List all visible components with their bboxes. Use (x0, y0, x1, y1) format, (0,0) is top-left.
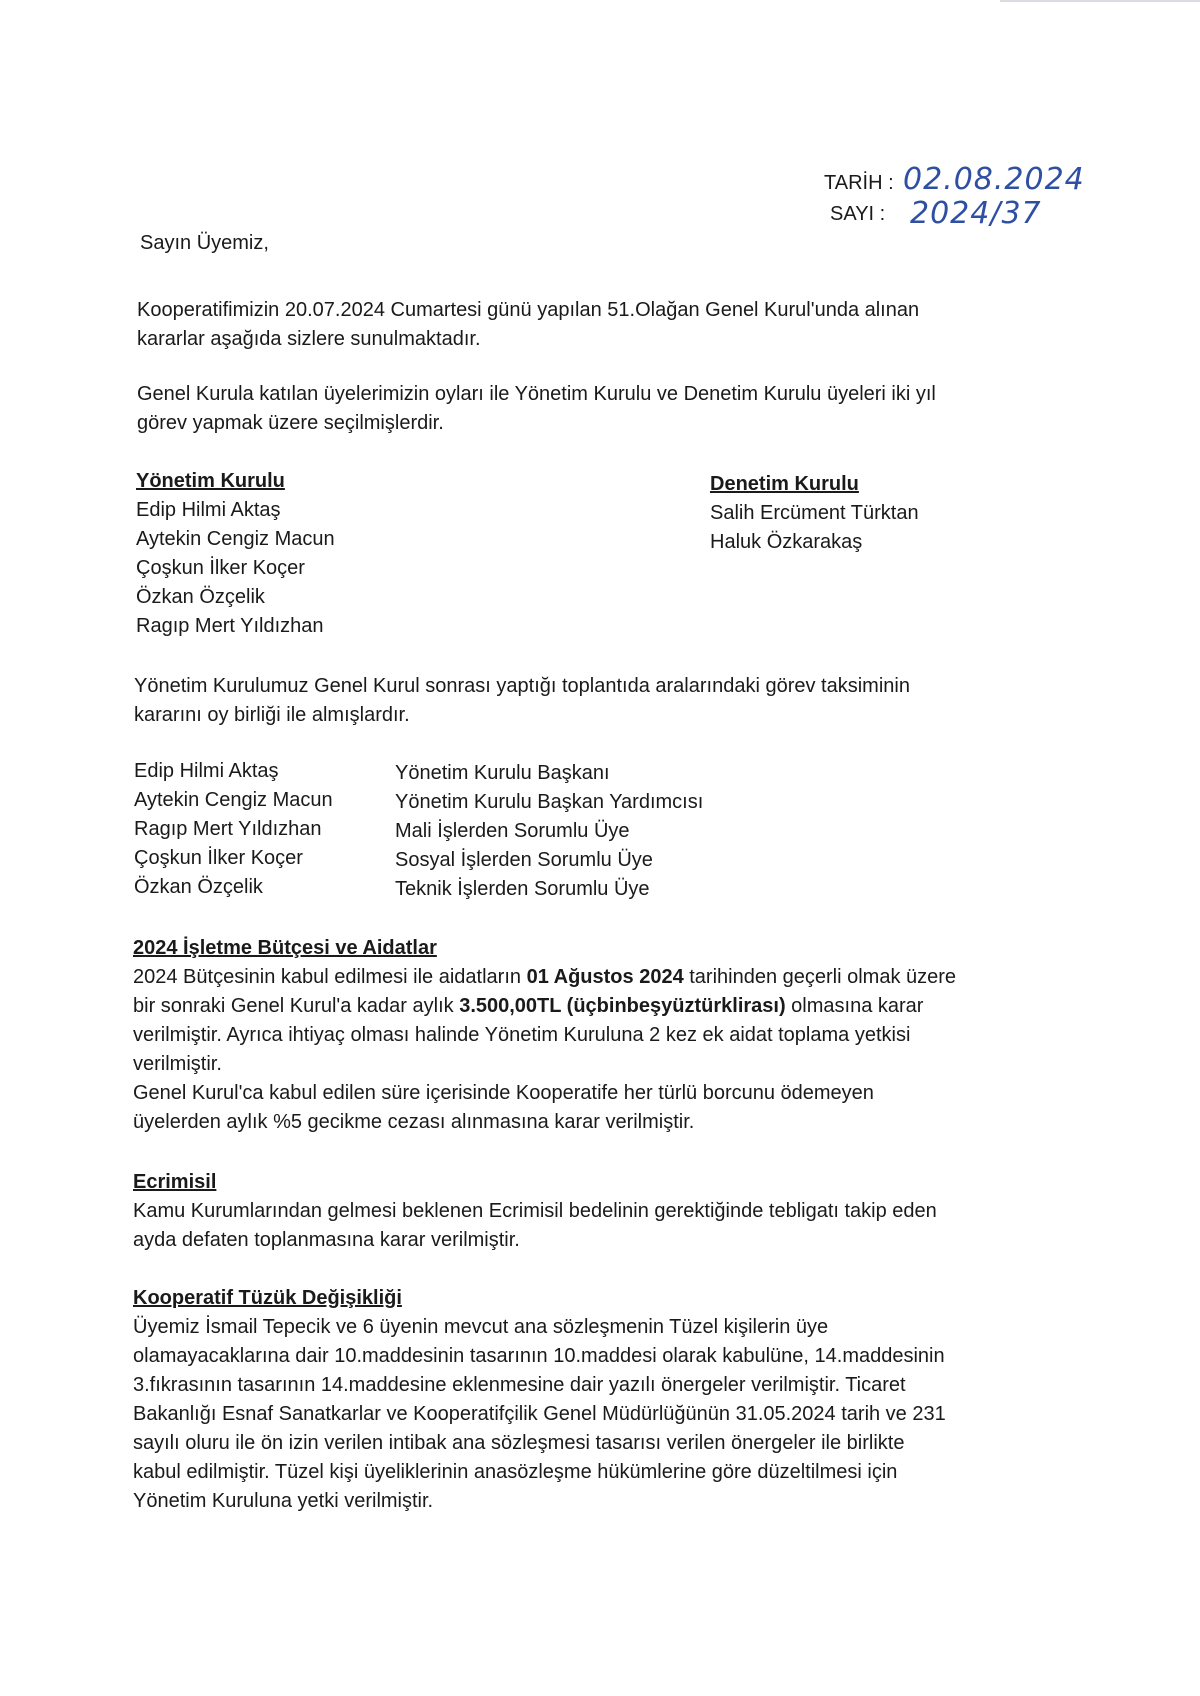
board-member: Ragıp Mert Yıldızhan (136, 615, 324, 637)
statute-line: 3.fıkrasının tasarının 14.maddesine eklenmesine dair yazılı önergeler verilmiştir. Ticaret (133, 1374, 906, 1396)
ecrimisil-line: Kamu Kurumlarından gelmesi beklenen Ecrimisil bedelinin gerektiğinde tebligatı takip eden (133, 1200, 937, 1222)
duty-name: Ragıp Mert Yıldızhan (134, 818, 322, 840)
statute-title: Kooperatif Tüzük Değişikliği (133, 1287, 402, 1309)
budget-date: 01 Ağustos 2024 (526, 966, 684, 988)
election-line: görev yapmak üzere seçilmişlerdir. (137, 412, 444, 434)
ecrimisil-line: ayda defaten toplanmasına karar verilmiştir. (133, 1229, 520, 1251)
duty-role: Sosyal İşlerden Sorumlu Üye (395, 849, 653, 871)
statute-line: Üyemiz İsmail Tepecik ve 6 üyenin mevcut ana sözleşmenin Tüzel kişilerin üye (133, 1316, 829, 1338)
budget-line: üyelerden aylık %5 gecikme cezası alınmasına karar verilmiştir. (133, 1111, 695, 1133)
ecrimisil-section (133, 1168, 937, 1255)
duty-name: Aytekin Cengiz Macun (134, 789, 333, 811)
duties-roles (395, 759, 703, 904)
date-label: TARİH : (824, 172, 894, 194)
board-member: Aytekin Cengiz Macun (136, 528, 335, 550)
duties-names (134, 757, 333, 902)
statute-line: olamayacaklarına dair 10.maddesinin tasarının 10.maddesi olarak kabulüne, 14.maddesinin (133, 1345, 945, 1367)
statute-line: kabul edilmiştir. Tüzel kişi üyeliklerinin anasözleşme hükümlerine göre düzeltilmesi için (133, 1461, 898, 1483)
budget-line (133, 963, 956, 992)
duty-name: Edip Hilmi Aktaş (134, 760, 279, 782)
budget-section (133, 934, 956, 1137)
budget-text: tarihinden geçerli olmak üzere (683, 966, 957, 988)
ecrimisil-title: Ecrimisil (133, 1171, 217, 1193)
statute-line: Bakanlığı Esnaf Sanatkarlar ve Kooperatifçilik Genel Müdürlüğünün 31.05.2024 tarih ve 231 (133, 1403, 946, 1425)
statute-line: Yönetim Kuruluna yetki verilmiştir. (133, 1490, 434, 1512)
duty-name: Özkan Özçelik (134, 876, 263, 898)
election-paragraph (137, 380, 936, 438)
board-list (136, 467, 335, 641)
audit-member: Haluk Özkarakaş (710, 531, 863, 553)
duties-intro (134, 672, 910, 730)
intro-paragraph (137, 296, 919, 354)
board-member: Edip Hilmi Aktaş (136, 499, 281, 521)
scan-edge-line (1000, 0, 1200, 2)
intro-line: Kooperatifimizin 20.07.2024 Cumartesi günü yapılan 51.Olağan Genel Kurul'unda alınan (137, 299, 920, 321)
board-member: Özkan Özçelik (136, 586, 265, 608)
board-title: Yönetim Kurulu (136, 470, 285, 492)
duty-role: Yönetim Kurulu Başkan Yardımcısı (395, 791, 704, 813)
budget-line: verilmiştir. Ayrıca ihtiyaç olması halinde Yönetim Kuruluna 2 kez ek aidat toplama yetkisi (133, 1024, 911, 1046)
audit-member: Salih Ercüment Türktan (710, 502, 919, 524)
budget-text: olmasına karar (785, 995, 924, 1017)
duty-role: Teknik İşlerden Sorumlu Üye (395, 878, 650, 900)
election-line: Genel Kurula katılan üyelerimizin oyları ile Yönetim Kurulu ve Denetim Kurulu üyeleri iki yıl (137, 383, 936, 405)
intro-line: kararlar aşağıda sizlere sunulmaktadır. (137, 328, 481, 350)
budget-amount: 3.500,00TL (üçbinbeşyüztürklirası) (459, 995, 786, 1017)
salutation: Sayın Üyemiz, (140, 232, 269, 254)
budget-text: 2024 Bütçesinin kabul edilmesi ile aidatların (133, 966, 527, 988)
number-handwritten: 2024/37 (910, 196, 1042, 231)
budget-line: verilmiştir. (133, 1053, 222, 1075)
audit-title: Denetim Kurulu (710, 473, 859, 495)
duty-name: Çoşkun İlker Koçer (134, 847, 303, 869)
duties-intro-line: kararını oy birliği ile almışlardır. (134, 704, 410, 726)
budget-title: 2024 İşletme Bütçesi ve Aidatlar (133, 937, 437, 959)
date-handwritten: 02.08.2024 (903, 162, 1085, 197)
duties-intro-line: Yönetim Kurulumuz Genel Kurul sonrası yaptığı toplantıda aralarındaki görev taksiminin (134, 675, 910, 697)
duty-role: Yönetim Kurulu Başkanı (395, 762, 610, 784)
budget-line: Genel Kurul'ca kabul edilen süre içerisinde Kooperatife her türlü borcunu ödemeyen (133, 1082, 874, 1104)
statute-line: sayılı oluru ile ön izin verilen intibak ana sözleşmesi tasarısı verilen önergeler ile birlikte (133, 1432, 905, 1454)
number-label: SAYI : (830, 203, 886, 225)
budget-line (133, 992, 956, 1021)
audit-list (710, 470, 919, 557)
board-member: Çoşkun İlker Koçer (136, 557, 305, 579)
budget-text: bir sonraki Genel Kurul'a kadar aylık (133, 995, 460, 1017)
statute-section (133, 1284, 946, 1516)
duty-role: Mali İşlerden Sorumlu Üye (395, 820, 630, 842)
